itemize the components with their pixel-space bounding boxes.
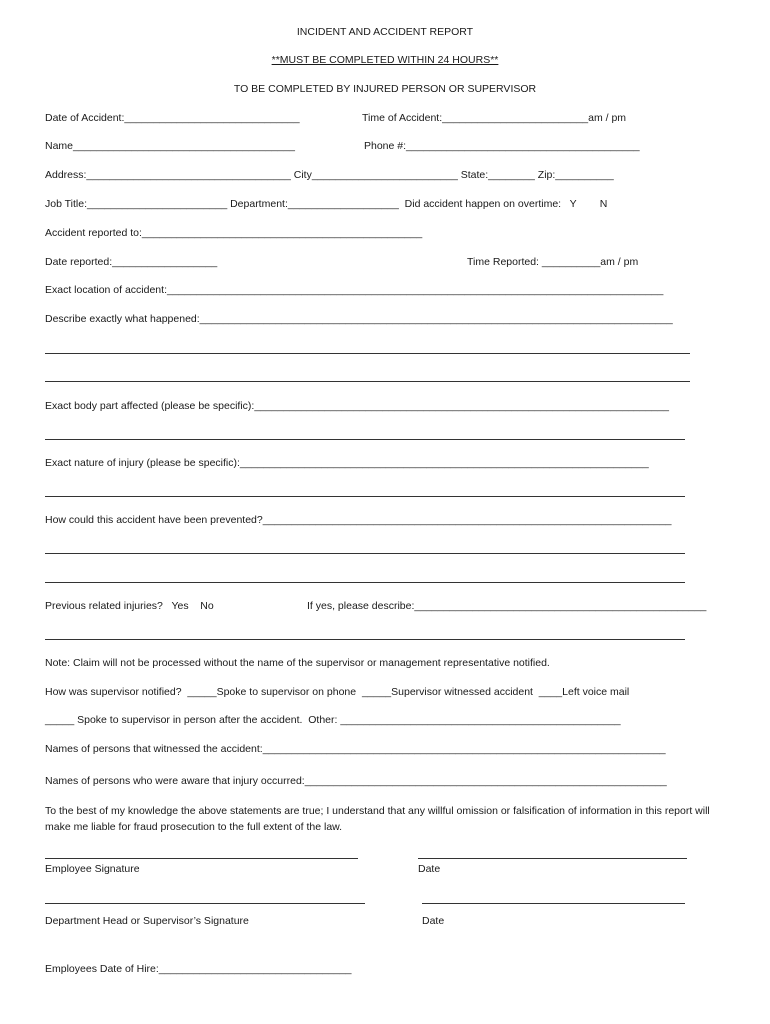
in-person-other-field[interactable]: _____ Spoke to supervisor in person after the accident. Other: ________________________________________________ [45, 714, 621, 726]
date-of-hire-field[interactable]: Employees Date of Hire:_________________________________ [45, 963, 352, 975]
supervisor-date-line[interactable] [422, 903, 685, 904]
describe-line-2[interactable] [45, 353, 690, 354]
supervisor-signature-label: Department Head or Supervisor’s Signature [45, 915, 249, 927]
supervisor-signature-line[interactable] [45, 903, 365, 904]
aware-persons-field[interactable]: Names of persons who were aware that injury occurred:______________________________________________________________ [45, 775, 667, 787]
describe-field[interactable]: Describe exactly what happened:_________________________________________________________________________________ [45, 313, 673, 325]
prevention-line-2[interactable] [45, 553, 685, 554]
name-field[interactable]: Name______________________________________ [45, 140, 295, 152]
completed-by-notice: TO BE COMPLETED BY INJURED PERSON OR SUPERVISOR [233, 83, 537, 95]
time-reported-field[interactable]: Time Reported: __________am / pm [467, 256, 639, 268]
employee-date-label: Date [418, 863, 441, 875]
employee-signature-label: Employee Signature [45, 863, 140, 875]
prevention-field[interactable]: How could this accident have been prevented?______________________________________________________________________ [45, 514, 672, 526]
accident-reported-to-field[interactable]: Accident reported to:________________________________________________ [45, 227, 423, 239]
employee-date-line[interactable] [418, 858, 687, 859]
if-yes-describe-field[interactable]: If yes, please describe:__________________________________________________ [307, 600, 707, 612]
how-notified-field[interactable]: How was supervisor notified? _____Spoke to supervisor on phone _____Supervisor witnessed accident ____Left voice mail [45, 686, 630, 698]
prevention-line-3[interactable] [45, 582, 685, 583]
certification-statement: To the best of my knowledge the above statements are true; I understand that any willful omission or falsification of information in this report will make me liable for fraud prosecution to the full extent of the law. [45, 805, 710, 833]
body-part-line-2[interactable] [45, 439, 685, 440]
body-part-field[interactable]: Exact body part affected (please be specific):_______________________________________________________________________ [45, 400, 669, 412]
address-field[interactable]: Address:___________________________________ City_________________________ State:________ Zip:__________ [45, 169, 614, 181]
exact-location-field[interactable]: Exact location of accident:_____________________________________________________________________________________ [45, 284, 664, 296]
previous-injuries-field[interactable]: Previous related injuries? Yes No [45, 600, 214, 612]
job-title-department-overtime-field[interactable]: Job Title:________________________ Department:___________________ Did accident happen on overtime: Y N [45, 198, 608, 210]
supervisor-date-label: Date [422, 915, 445, 927]
date-reported-field[interactable]: Date reported:__________________ [45, 256, 218, 268]
claim-note: Note: Claim will not be processed without the name of the supervisor or management representative notified. [45, 657, 550, 669]
describe-line-3[interactable] [45, 381, 690, 382]
if-yes-line-2[interactable] [45, 639, 685, 640]
phone-field[interactable]: Phone #:________________________________________ [364, 140, 640, 152]
form-title: INCIDENT AND ACCIDENT REPORT [296, 26, 474, 38]
time-of-accident-field[interactable]: Time of Accident:_________________________am / pm [362, 112, 627, 124]
date-of-accident-field[interactable]: Date of Accident:______________________________ [45, 112, 300, 124]
employee-signature-line[interactable] [45, 858, 358, 859]
nature-of-injury-field[interactable]: Exact nature of injury (please be specific):______________________________________________________________________ [45, 457, 649, 469]
nature-of-injury-line-2[interactable] [45, 496, 685, 497]
witnesses-field[interactable]: Names of persons that witnessed the accident:_____________________________________________________________________ [45, 743, 666, 755]
deadline-notice: **MUST BE COMPLETED WITHIN 24 HOURS** [271, 54, 499, 66]
